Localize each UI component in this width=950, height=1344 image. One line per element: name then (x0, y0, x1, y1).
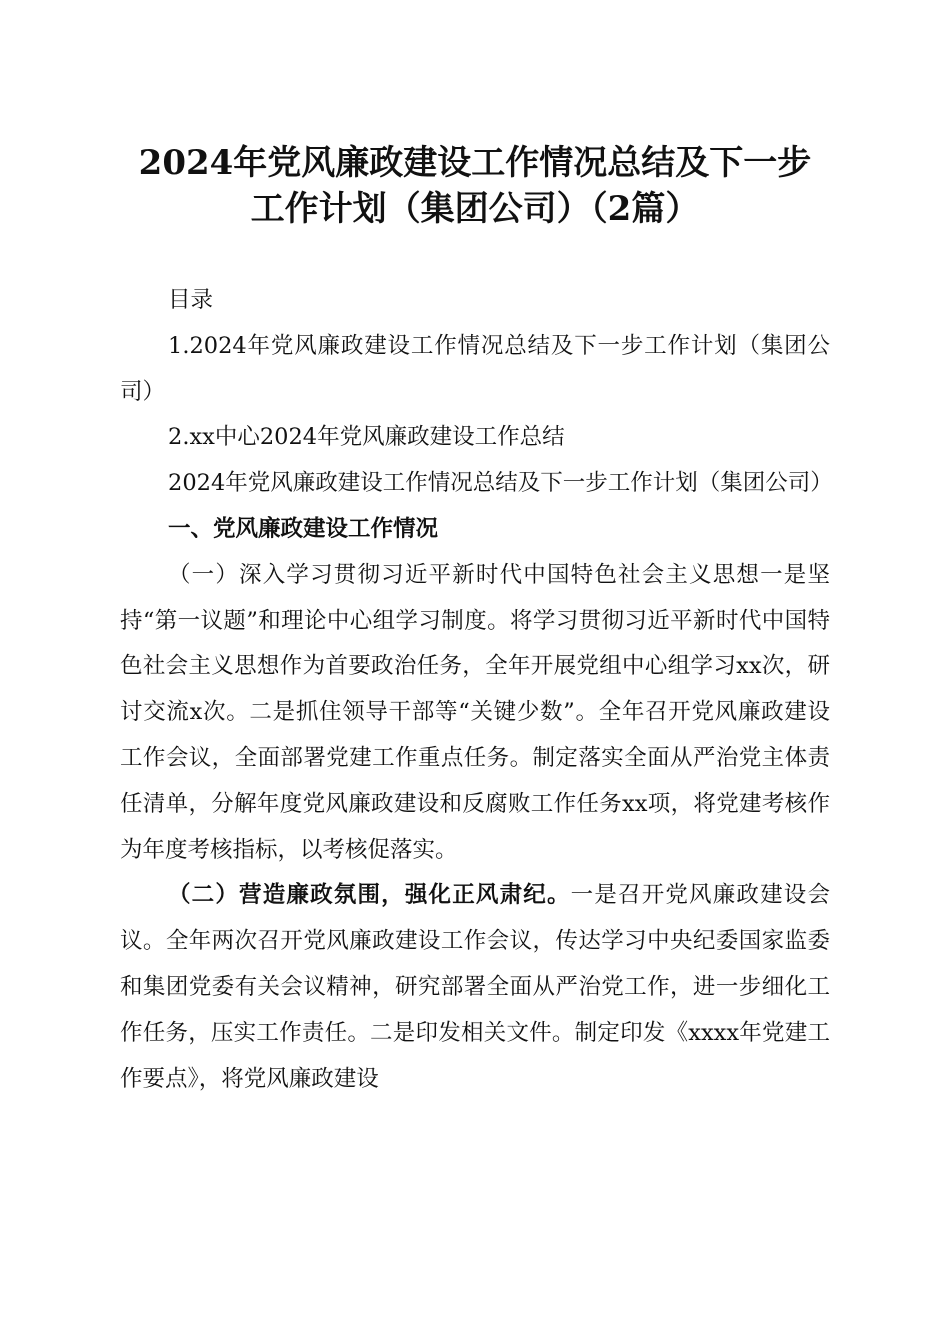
paragraph-1 (120, 553, 830, 874)
paragraph-2 (120, 873, 830, 1102)
toc-label: 目录 (168, 287, 214, 313)
toc-item-2: 2.xx中心2024年党风廉政建设工作总结 (168, 424, 565, 451)
document-title-line2: 工作计划（集团公司）（2篇） (250, 189, 700, 229)
paragraph-1-lead: （一）深入学习贯彻习近平新时代中国特色社会主义思想 (168, 561, 761, 588)
section-heading-1: 一、党风廉政建设工作情况 (168, 515, 439, 542)
toc-item-1: 1.2024年党风廉政建设工作情况总结及下一步工作计划（集团公司） (120, 332, 830, 405)
document-title-line1: 2024年党风廉政建设工作情况总结及下一步 (138, 143, 812, 183)
document-body (120, 278, 833, 1102)
paragraph-1-body: 一是坚持“第一议题”和理论中心组学习制度。将学习贯彻习近平新时代中国特色社会主义思想作为首要政治任务，全年开展党组中心组学习xx次，研讨交流x次。二是抓住领导干部等“关键少数”。全年召开党风廉政建设工作会议，全面部署党建工作重点任务。制定落实全面从严治党主体责任清单，分解年度党风廉政建设和反腐败工作任务xx项，将党建考核作为年度考核指标，以考核促落实。 (120, 561, 830, 863)
paragraph-2-body: 一是召开党风廉政建设会议。全年两次召开党风廉政建设工作会议，传达学习中央纪委国家监委和集团党委有关会议精神，研究部署全面从严治党工作，进一步细化工作任务，压实工作责任。二是印发相关文件。制定印发《xxxx年党建工作要点》，将党风廉政建设 (120, 882, 830, 1092)
paragraph-2-lead: （二）营造廉政氛围，强化正风肃纪。 (168, 882, 571, 909)
sub-title: 2024年党风廉政建设工作情况总结及下一步工作计划（集团公司） (168, 470, 833, 497)
